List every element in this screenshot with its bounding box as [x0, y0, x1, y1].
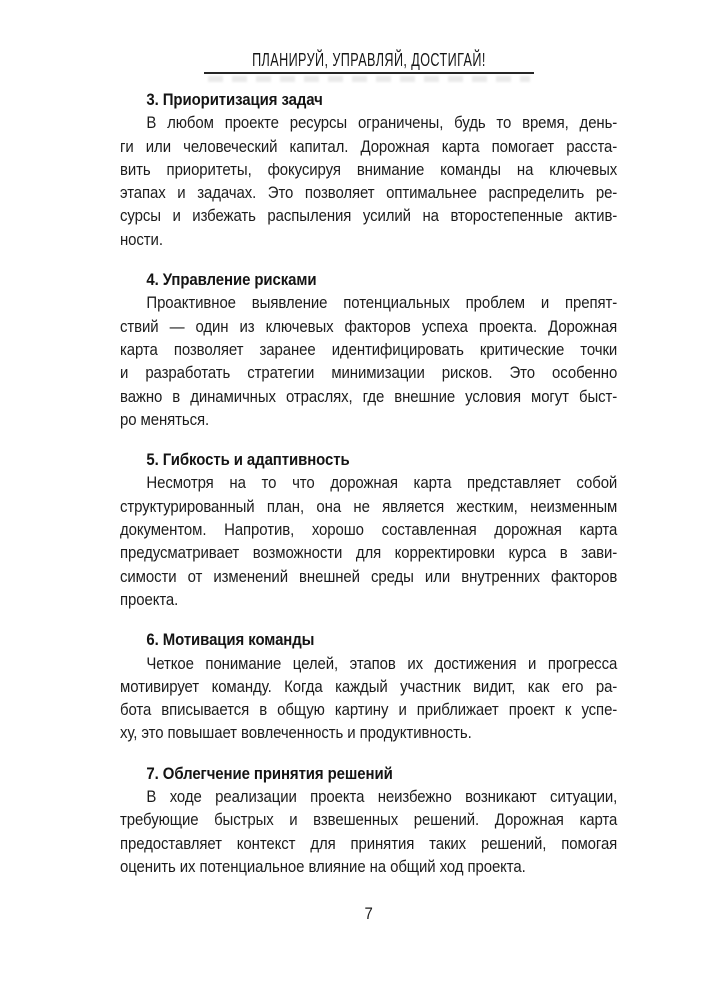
section [120, 268, 617, 431]
text-line: сурсы и избежать распыления усилий на второстепенные актив- [120, 206, 618, 226]
text-line: документом. Напротив, хорошо составленная дорожная карта [120, 520, 618, 540]
section-heading: 3. Приоритизация задач [146, 90, 323, 109]
section-heading: 7. Облегчение принятия решений [146, 763, 393, 783]
text-line: требующие быстрых и взвешенных решений. Дорожная карта [120, 810, 618, 830]
section [120, 448, 617, 611]
text-line: ги или человеческий капитал. Дорожная карта помогает расста- [120, 136, 618, 156]
text-line: карта позволяет заранее идентифицировать критические точки [120, 339, 618, 359]
text-line: и разработать стратегии минимизации рисков. Это особенно [120, 363, 618, 383]
running-header [120, 50, 617, 82]
text-line: этапах и задачах. Это позволяет оптимальнее распределить ре- [120, 183, 618, 203]
text-line: вить приоритеты, фокусируя внимание команды на ключевых [120, 159, 618, 179]
text-line: Несмотря на то что дорожная карта представляет собой [146, 473, 618, 493]
text-line: Четкое понимание целей, этапов их достижения и прогресса [146, 653, 618, 673]
text-line: оценить их потенциальное влияние на общий ход проекта. [120, 856, 526, 876]
section [120, 762, 617, 878]
section-heading: 5. Гибкость и адаптивность [146, 450, 350, 470]
text-line: важно в динамичных отраслях, где внешние условия могут быст- [120, 386, 618, 406]
text-line: предоставляет контекст для принятия таких решений, помогая [120, 833, 618, 853]
section [120, 88, 617, 251]
text-line: ро меняться. [120, 409, 210, 429]
section-heading: 6. Мотивация команды [146, 630, 315, 650]
scan-ghost-artifact [208, 76, 530, 82]
text-line: предусматривает возможности для корректировки курса в зави- [120, 543, 618, 563]
text-line: симости от изменений внешней среды или внутренних факторов [120, 566, 618, 586]
text-line: В ходе реализации проекта неизбежно возникают ситуации, [146, 787, 618, 807]
sections [120, 88, 617, 926]
text-line: ности. [120, 229, 163, 249]
text-line: ствий — один из ключевых факторов успеха проекта. Дорожная [120, 316, 618, 336]
running-header-title: ПЛАНИРУЙ, УПРАВЛЯЙ, ДОСТИГАЙ! [251, 50, 486, 70]
section [120, 628, 617, 744]
text-line: мотивирует команду. Когда каждый участник видит, как его ра- [120, 676, 618, 696]
text-line: ху, это повышает вовлеченность и продуктивность. [120, 723, 472, 743]
text-line: В любом проекте ресурсы ограничены, будь то время, день- [146, 113, 618, 133]
text-line: Проактивное выявление потенциальных проблем и препят- [146, 293, 618, 313]
header-rule [204, 72, 534, 74]
section-heading: 4. Управление рисками [146, 270, 317, 290]
text-line: проекта. [120, 589, 179, 609]
page-number: 7 [364, 904, 373, 924]
text-line: структурированный план, она не является жестким, неизменным [120, 496, 618, 516]
text-line: бота вписывается в общую картину и приближает проект к успе- [120, 700, 618, 720]
